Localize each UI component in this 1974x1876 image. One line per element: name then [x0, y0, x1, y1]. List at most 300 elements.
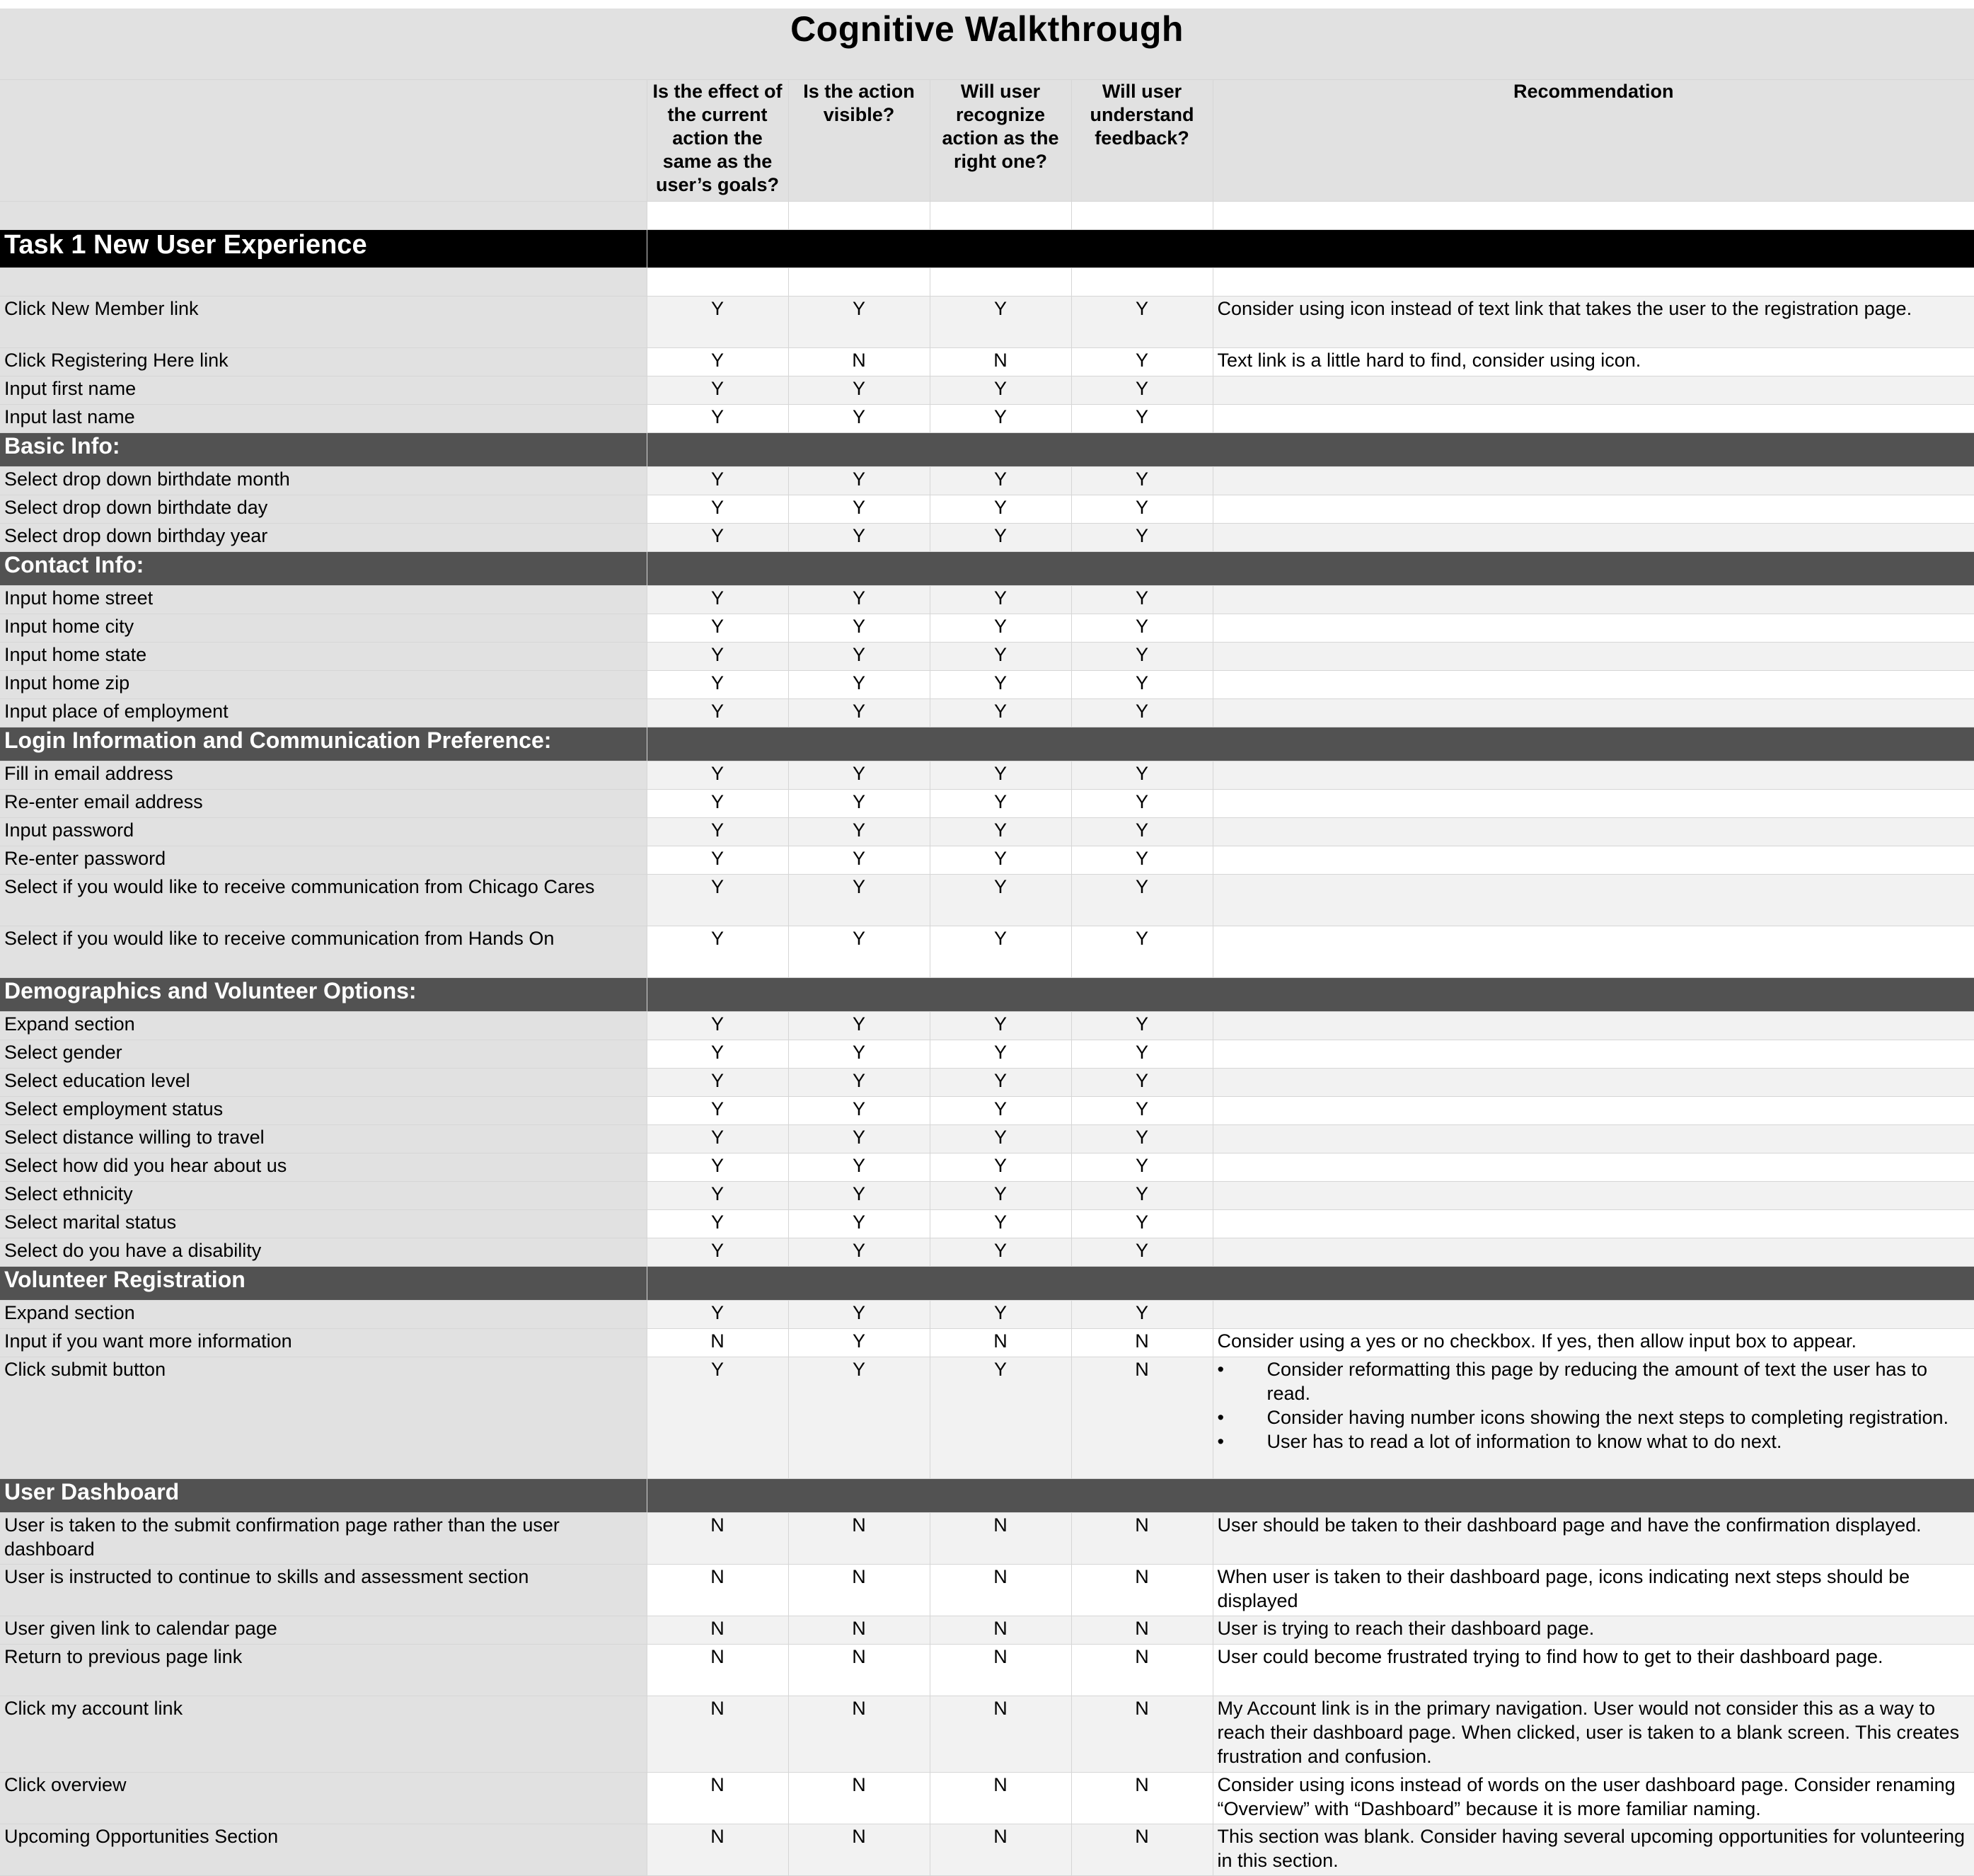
table-row [0, 347, 1974, 376]
answer-understand-feedback: Y [1071, 466, 1213, 495]
action-cell: Expand section [0, 1011, 647, 1040]
answer-goal-match: Y [647, 874, 788, 926]
answer-understand-feedback: Y [1071, 1300, 1213, 1328]
answer-understand-feedback: Y [1071, 1011, 1213, 1040]
table-row [0, 614, 1974, 642]
action-cell: Select employment status [0, 1096, 647, 1124]
answer-goal-match: Y [647, 1153, 788, 1181]
answer-understand-feedback: Y [1071, 698, 1213, 727]
spacer-cell [930, 201, 1071, 229]
table-row [0, 1772, 1974, 1824]
action-cell: Select drop down birthdate day [0, 495, 647, 523]
action-cell: Select education level [0, 1068, 647, 1096]
answer-goal-match: Y [647, 523, 788, 551]
recommendation-cell [1213, 1040, 1974, 1068]
answer-goal-match: Y [647, 1011, 788, 1040]
table-row [0, 1040, 1974, 1068]
answer-action-visible: Y [788, 1040, 930, 1068]
section-header-row [0, 727, 1974, 761]
answer-goal-match: Y [647, 1181, 788, 1209]
action-cell: Input first name [0, 376, 647, 404]
answer-action-visible: Y [788, 1096, 930, 1124]
recommendation-cell [1213, 1124, 1974, 1153]
answer-goal-match: Y [647, 347, 788, 376]
answer-goal-match: Y [647, 376, 788, 404]
spacer-cell [788, 201, 930, 229]
table-row [0, 846, 1974, 874]
table-row [0, 874, 1974, 926]
answer-understand-feedback: Y [1071, 642, 1213, 670]
answer-understand-feedback: N [1071, 1512, 1213, 1564]
recommendation-cell: User should be taken to their dashboard page and have the confirmation displayed. [1213, 1512, 1974, 1564]
answer-goal-match: N [647, 1328, 788, 1357]
bullet-icon: • [1217, 1430, 1224, 1452]
spacer-cell [1213, 267, 1974, 296]
spacer-row [0, 201, 1974, 229]
action-cell: User is taken to the submit confirmation page rather than the user dashboard [0, 1512, 647, 1564]
answer-action-visible: Y [788, 1181, 930, 1209]
task-header-row [0, 229, 1974, 267]
section-header-fill [647, 1478, 1974, 1512]
answer-recognize-action: N [930, 1824, 1071, 1875]
answer-recognize-action: Y [930, 1181, 1071, 1209]
answer-action-visible: Y [788, 466, 930, 495]
action-cell: Select distance willing to travel [0, 1124, 647, 1153]
answer-goal-match: Y [647, 404, 788, 432]
action-cell: Input home city [0, 614, 647, 642]
action-cell: Input last name [0, 404, 647, 432]
answer-understand-feedback: Y [1071, 789, 1213, 817]
answer-action-visible: N [788, 1616, 930, 1644]
answer-understand-feedback: N [1071, 1616, 1213, 1644]
recommendation-cell: Consider using icon instead of text link that takes the user to the registration page. [1213, 296, 1974, 347]
recommendation-cell [1213, 1181, 1974, 1209]
section-header-fill [647, 977, 1974, 1011]
table-row [0, 1068, 1974, 1096]
recommendation-cell: Text link is a little hard to find, consider using icon. [1213, 347, 1974, 376]
answer-action-visible: Y [788, 817, 930, 846]
table-row [0, 1564, 1974, 1616]
action-cell: Select drop down birthdate month [0, 466, 647, 495]
recommendation-cell [1213, 1238, 1974, 1266]
answer-recognize-action: Y [930, 1096, 1071, 1124]
table-row [0, 1644, 1974, 1696]
recommendation-cell [1213, 846, 1974, 874]
task-title: Task 1 New User Experience [0, 229, 647, 267]
answer-action-visible: Y [788, 296, 930, 347]
recommendation-cell [1213, 817, 1974, 846]
answer-goal-match: Y [647, 761, 788, 789]
action-cell: Select how did you hear about us [0, 1153, 647, 1181]
section-header-fill [647, 432, 1974, 466]
header-recognize-action: Will user recognize action as the right one? [930, 79, 1071, 201]
recommendation-cell: My Account link is in the primary navigation. User would not consider this as a way to reach their dashboard page. When clicked, user is taken to a blank screen. This creates frustration and confusion. [1213, 1696, 1974, 1772]
table-row [0, 585, 1974, 614]
action-cell: Click my account link [0, 1696, 647, 1772]
answer-action-visible: Y [788, 585, 930, 614]
section-header-row [0, 432, 1974, 466]
answer-goal-match: Y [647, 670, 788, 698]
answer-action-visible: Y [788, 1357, 930, 1478]
answer-action-visible: N [788, 1696, 930, 1772]
section-title: Volunteer Registration [0, 1266, 647, 1300]
task-header-fill [647, 229, 1974, 267]
recommendation-cell [1213, 1209, 1974, 1238]
table-row [0, 1824, 1974, 1875]
table-row [0, 1300, 1974, 1328]
action-cell: Input home state [0, 642, 647, 670]
answer-action-visible: Y [788, 404, 930, 432]
table-row [0, 789, 1974, 817]
action-cell: Select ethnicity [0, 1181, 647, 1209]
answer-understand-feedback: Y [1071, 761, 1213, 789]
answer-recognize-action: Y [930, 1209, 1071, 1238]
table-row [0, 1512, 1974, 1564]
recommendation-cell: When user is taken to their dashboard page, icons indicating next steps should be displayed [1213, 1564, 1974, 1616]
recommendation-cell: User could become frustrated trying to find how to get to their dashboard page. [1213, 1644, 1974, 1696]
answer-understand-feedback: Y [1071, 670, 1213, 698]
answer-understand-feedback: Y [1071, 585, 1213, 614]
section-title: Basic Info: [0, 432, 647, 466]
answer-recognize-action: Y [930, 376, 1071, 404]
table-row [0, 698, 1974, 727]
answer-recognize-action: Y [930, 466, 1071, 495]
table-row [0, 1209, 1974, 1238]
answer-understand-feedback: Y [1071, 1040, 1213, 1068]
answer-understand-feedback: Y [1071, 846, 1213, 874]
recommendation-cell [1213, 926, 1974, 977]
answer-recognize-action: Y [930, 495, 1071, 523]
action-cell: Click overview [0, 1772, 647, 1824]
answer-goal-match: Y [647, 926, 788, 977]
answer-understand-feedback: Y [1071, 376, 1213, 404]
answer-recognize-action: N [930, 347, 1071, 376]
answer-understand-feedback: N [1071, 1357, 1213, 1478]
recommendation-list-item [1218, 1357, 1970, 1405]
answer-recognize-action: N [930, 1772, 1071, 1824]
answer-action-visible: Y [788, 1328, 930, 1357]
spacer-cell [647, 267, 788, 296]
answer-recognize-action: Y [930, 1124, 1071, 1153]
section-header-fill [647, 551, 1974, 585]
answer-recognize-action: Y [930, 1068, 1071, 1096]
answer-action-visible: Y [788, 874, 930, 926]
header-goal-match: Is the effect of the current action the same as the user’s goals? [647, 79, 788, 201]
answer-understand-feedback: N [1071, 1328, 1213, 1357]
table-row [0, 1124, 1974, 1153]
header-action [0, 79, 647, 201]
answer-goal-match: Y [647, 466, 788, 495]
section-header-fill [647, 727, 1974, 761]
answer-understand-feedback: Y [1071, 817, 1213, 846]
answer-recognize-action: N [930, 1616, 1071, 1644]
answer-action-visible: Y [788, 376, 930, 404]
answer-goal-match: N [647, 1696, 788, 1772]
answer-understand-feedback: Y [1071, 1068, 1213, 1096]
section-header-fill [647, 1266, 1974, 1300]
section-header-row [0, 1478, 1974, 1512]
answer-recognize-action: Y [930, 296, 1071, 347]
table-row [0, 1696, 1974, 1772]
action-cell: Click New Member link [0, 296, 647, 347]
action-cell: Input password [0, 817, 647, 846]
answer-goal-match: Y [647, 846, 788, 874]
recommendation-cell [1213, 670, 1974, 698]
answer-recognize-action: Y [930, 1300, 1071, 1328]
answer-action-visible: Y [788, 926, 930, 977]
spacer-cell [1071, 267, 1213, 296]
action-cell: Click Registering Here link [0, 347, 647, 376]
recommendation-cell [1213, 1300, 1974, 1328]
answer-understand-feedback: Y [1071, 1096, 1213, 1124]
recommendation-cell [1213, 789, 1974, 817]
answer-goal-match: N [647, 1772, 788, 1824]
answer-recognize-action: N [930, 1512, 1071, 1564]
table-row [0, 1096, 1974, 1124]
answer-action-visible: Y [788, 789, 930, 817]
answer-goal-match: N [647, 1644, 788, 1696]
recommendation-cell [1213, 698, 1974, 727]
answer-recognize-action: Y [930, 523, 1071, 551]
answer-action-visible: Y [788, 1124, 930, 1153]
header-understand-feedback: Will user understand feedback? [1071, 79, 1213, 201]
answer-understand-feedback: Y [1071, 926, 1213, 977]
answer-understand-feedback: N [1071, 1696, 1213, 1772]
section-header-row [0, 551, 1974, 585]
action-cell: Return to previous page link [0, 1644, 647, 1696]
answer-recognize-action: Y [930, 1040, 1071, 1068]
answer-recognize-action: Y [930, 761, 1071, 789]
answer-understand-feedback: Y [1071, 347, 1213, 376]
answer-action-visible: Y [788, 846, 930, 874]
recommendation-cell [1213, 404, 1974, 432]
recommendation-cell: This section was blank. Consider having several upcoming opportunities for volunteering in this section. [1213, 1824, 1974, 1875]
answer-understand-feedback: Y [1071, 404, 1213, 432]
spacer-cell [930, 267, 1071, 296]
recommendation-list [1218, 1357, 1970, 1454]
answer-action-visible: N [788, 1824, 930, 1875]
answer-action-visible: Y [788, 1068, 930, 1096]
recommendation-cell [1213, 1011, 1974, 1040]
action-cell: Select if you would like to receive communication from Chicago Cares [0, 874, 647, 926]
answer-action-visible: N [788, 1644, 930, 1696]
answer-recognize-action: N [930, 1644, 1071, 1696]
bullet-icon: • [1217, 1358, 1224, 1380]
answer-action-visible: N [788, 1772, 930, 1824]
action-cell: User given link to calendar page [0, 1616, 647, 1644]
answer-understand-feedback: Y [1071, 523, 1213, 551]
action-cell: Select drop down birthday year [0, 523, 647, 551]
answer-goal-match: Y [647, 585, 788, 614]
recommendation-cell [1213, 761, 1974, 789]
action-cell: User is instructed to continue to skills and assessment section [0, 1564, 647, 1616]
answer-goal-match: N [647, 1564, 788, 1616]
action-cell: Click submit button [0, 1357, 647, 1478]
recommendation-cell [1213, 585, 1974, 614]
table-row [0, 404, 1974, 432]
action-cell: Input if you want more information [0, 1328, 647, 1357]
action-cell: Re-enter email address [0, 789, 647, 817]
answer-goal-match: Y [647, 1096, 788, 1124]
header-recommendation: Recommendation [1213, 79, 1974, 201]
answer-action-visible: N [788, 1512, 930, 1564]
answer-action-visible: Y [788, 1011, 930, 1040]
answer-recognize-action: Y [930, 846, 1071, 874]
answer-recognize-action: Y [930, 1153, 1071, 1181]
table-row [0, 523, 1974, 551]
answer-goal-match: Y [647, 1300, 788, 1328]
table-row [0, 495, 1974, 523]
answer-recognize-action: Y [930, 1238, 1071, 1266]
answer-goal-match: Y [647, 1209, 788, 1238]
action-cell: Re-enter password [0, 846, 647, 874]
table-row [0, 1616, 1974, 1644]
action-cell: Input home zip [0, 670, 647, 698]
answer-understand-feedback: Y [1071, 1209, 1213, 1238]
answer-goal-match: Y [647, 1238, 788, 1266]
section-title: Demographics and Volunteer Options: [0, 977, 647, 1011]
section-title: Login Information and Communication Preference: [0, 727, 647, 761]
table-row [0, 466, 1974, 495]
answer-goal-match: Y [647, 817, 788, 846]
answer-goal-match: Y [647, 642, 788, 670]
recommendation-text: Consider having number icons showing the next steps to completing registration. [1266, 1406, 1949, 1428]
answer-action-visible: Y [788, 761, 930, 789]
answer-action-visible: Y [788, 1238, 930, 1266]
action-cell: Select do you have a disability [0, 1238, 647, 1266]
answer-recognize-action: Y [930, 1011, 1071, 1040]
answer-goal-match: Y [647, 296, 788, 347]
recommendation-cell [1213, 1068, 1974, 1096]
answer-understand-feedback: Y [1071, 614, 1213, 642]
answer-recognize-action: N [930, 1564, 1071, 1616]
table-row [0, 1328, 1974, 1357]
answer-understand-feedback: Y [1071, 1124, 1213, 1153]
section-title: Contact Info: [0, 551, 647, 585]
answer-understand-feedback: N [1071, 1772, 1213, 1824]
answer-understand-feedback: N [1071, 1644, 1213, 1696]
spacer-cell [1213, 201, 1974, 229]
answer-action-visible: Y [788, 1153, 930, 1181]
spacer-cell [647, 201, 788, 229]
recommendation-text: User has to read a lot of information to know what to do next. [1266, 1430, 1782, 1452]
table-row [0, 817, 1974, 846]
page-title: Cognitive Walkthrough [0, 8, 1974, 79]
answer-recognize-action: N [930, 1328, 1071, 1357]
recommendation-text: Consider reformatting this page by reducing the amount of text the user has to read. [1266, 1358, 1928, 1404]
column-header-row [0, 79, 1974, 201]
recommendation-cell [1213, 874, 1974, 926]
answer-recognize-action: Y [930, 874, 1071, 926]
answer-understand-feedback: N [1071, 1564, 1213, 1616]
action-cell: Select marital status [0, 1209, 647, 1238]
table-row [0, 670, 1974, 698]
answer-recognize-action: Y [930, 670, 1071, 698]
table-row [0, 1181, 1974, 1209]
recommendation-cell: Consider using icons instead of words on the user dashboard page. Consider renaming “Overview” with “Dashboard” because it is more familiar naming. [1213, 1772, 1974, 1824]
answer-recognize-action: Y [930, 817, 1071, 846]
answer-action-visible: Y [788, 1300, 930, 1328]
recommendation-cell [1213, 642, 1974, 670]
recommendation-list-item [1218, 1405, 1970, 1429]
answer-goal-match: Y [647, 789, 788, 817]
action-cell: Select gender [0, 1040, 647, 1068]
answer-recognize-action: Y [930, 585, 1071, 614]
answer-understand-feedback: Y [1071, 1153, 1213, 1181]
action-cell: Upcoming Opportunities Section [0, 1824, 647, 1875]
recommendation-cell: User is trying to reach their dashboard page. [1213, 1616, 1974, 1644]
recommendation-cell [1213, 1153, 1974, 1181]
answer-goal-match: Y [647, 495, 788, 523]
answer-recognize-action: Y [930, 642, 1071, 670]
recommendation-cell [1213, 614, 1974, 642]
answer-recognize-action: Y [930, 614, 1071, 642]
table-row [0, 1357, 1974, 1478]
spacer-row [0, 267, 1974, 296]
action-cell: Input place of employment [0, 698, 647, 727]
action-cell: Fill in email address [0, 761, 647, 789]
spacer-cell [0, 267, 647, 296]
header-action-visible: Is the action visible? [788, 79, 930, 201]
answer-goal-match: Y [647, 698, 788, 727]
table-row [0, 642, 1974, 670]
answer-goal-match: Y [647, 1068, 788, 1096]
recommendation-cell [1213, 466, 1974, 495]
answer-understand-feedback: N [1071, 1824, 1213, 1875]
recommendation-cell [1213, 523, 1974, 551]
answer-recognize-action: Y [930, 926, 1071, 977]
table-row [0, 296, 1974, 347]
recommendation-cell [1213, 1096, 1974, 1124]
answer-understand-feedback: Y [1071, 874, 1213, 926]
answer-goal-match: N [647, 1512, 788, 1564]
answer-goal-match: Y [647, 614, 788, 642]
answer-action-visible: Y [788, 670, 930, 698]
table-row [0, 1011, 1974, 1040]
recommendation-list-item [1218, 1429, 1970, 1454]
action-cell: Expand section [0, 1300, 647, 1328]
table-row [0, 1238, 1974, 1266]
table-row [0, 761, 1974, 789]
recommendation-cell [1213, 376, 1974, 404]
table-row [0, 1153, 1974, 1181]
answer-action-visible: N [788, 1564, 930, 1616]
section-title: User Dashboard [0, 1478, 647, 1512]
answer-action-visible: Y [788, 698, 930, 727]
spacer-cell [788, 267, 930, 296]
answer-recognize-action: Y [930, 698, 1071, 727]
spacer-cell [1071, 201, 1213, 229]
cognitive-walkthrough-table [0, 8, 1974, 1876]
answer-action-visible: Y [788, 642, 930, 670]
recommendation-cell [1213, 1357, 1974, 1478]
answer-understand-feedback: Y [1071, 1181, 1213, 1209]
answer-recognize-action: Y [930, 1357, 1071, 1478]
title-row [0, 8, 1974, 79]
action-cell: Select if you would like to receive communication from Hands On [0, 926, 647, 977]
section-header-row [0, 1266, 1974, 1300]
answer-action-visible: N [788, 347, 930, 376]
answer-action-visible: Y [788, 614, 930, 642]
answer-understand-feedback: Y [1071, 296, 1213, 347]
answer-goal-match: Y [647, 1357, 788, 1478]
answer-recognize-action: Y [930, 404, 1071, 432]
recommendation-cell [1213, 495, 1974, 523]
bullet-icon: • [1217, 1406, 1224, 1428]
answer-recognize-action: Y [930, 789, 1071, 817]
answer-understand-feedback: Y [1071, 495, 1213, 523]
recommendation-cell: Consider using a yes or no checkbox. If yes, then allow input box to appear. [1213, 1328, 1974, 1357]
